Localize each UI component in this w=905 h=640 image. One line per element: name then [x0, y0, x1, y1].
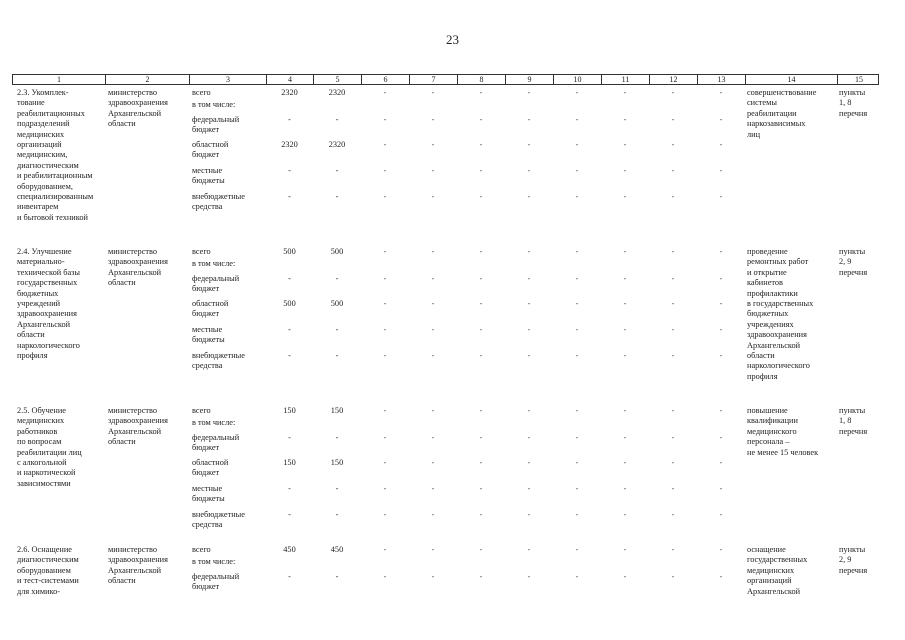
empty-value-dash: -: [575, 299, 579, 308]
amount-year: -: [335, 572, 339, 581]
column-header: 3: [190, 75, 267, 84]
empty-value-dash: -: [719, 88, 723, 97]
empty-value-dash: -: [383, 166, 387, 175]
empty-value-dash: -: [623, 299, 627, 308]
empty-value-dash: -: [623, 406, 627, 415]
table-header-row: [12, 74, 879, 85]
column-header: 12: [650, 75, 698, 84]
empty-value-dash: -: [527, 351, 531, 360]
empty-value-dash: -: [575, 545, 579, 554]
empty-value-dash: -: [527, 510, 531, 519]
executor: министерство здравоохранения Архангельской области: [108, 88, 168, 129]
empty-value-dash: -: [383, 299, 387, 308]
empty-value-dash: -: [671, 406, 675, 415]
column-header: 7: [410, 75, 458, 84]
amount-total: 150: [283, 406, 296, 415]
empty-value-dash: -: [623, 510, 627, 519]
empty-value-dash: -: [431, 510, 435, 519]
empty-value-dash: -: [575, 115, 579, 124]
empty-value-dash: -: [431, 325, 435, 334]
amount-year: -: [335, 274, 339, 283]
empty-value-dash: -: [479, 140, 483, 149]
empty-value-dash: -: [719, 166, 723, 175]
empty-value-dash: -: [671, 274, 675, 283]
column-header: 10: [554, 75, 602, 84]
empty-value-dash: -: [623, 115, 627, 124]
executor: министерство здравоохранения Архангельской области: [108, 406, 168, 447]
empty-value-dash: -: [383, 274, 387, 283]
empty-value-dash: -: [383, 510, 387, 519]
empty-value-dash: -: [575, 88, 579, 97]
empty-value-dash: -: [719, 545, 723, 554]
empty-value-dash: -: [719, 115, 723, 124]
activity-name: 2.5. Обучение медицинских работников по вопросам реабилитации лиц с алкогольной и наркотической зависимостями: [17, 406, 82, 488]
empty-value-dash: -: [527, 545, 531, 554]
empty-value-dash: -: [479, 325, 483, 334]
empty-value-dash: -: [527, 192, 531, 201]
empty-value-dash: -: [383, 406, 387, 415]
amount-total: -: [288, 115, 291, 124]
empty-value-dash: -: [623, 140, 627, 149]
empty-value-dash: -: [383, 88, 387, 97]
empty-value-dash: -: [671, 458, 675, 467]
amount-total: -: [288, 192, 291, 201]
column-header: 9: [506, 75, 554, 84]
empty-value-dash: -: [527, 140, 531, 149]
amount-total: 2320: [281, 140, 298, 149]
empty-value-dash: -: [623, 247, 627, 256]
empty-value-dash: -: [527, 484, 531, 493]
funding-source-label: федеральный бюджет: [192, 572, 240, 592]
amount-total: 2320: [281, 88, 298, 97]
empty-value-dash: -: [623, 274, 627, 283]
empty-value-dash: -: [383, 458, 387, 467]
funding-source-label: федеральный бюджет: [192, 115, 240, 135]
expected-result: повышение квалификации медицинского персонала – не менее 15 человек: [747, 406, 819, 457]
amount-total: 500: [283, 247, 296, 256]
empty-value-dash: -: [479, 458, 483, 467]
amount-total: -: [288, 325, 291, 334]
amount-year: 2320: [328, 140, 346, 149]
empty-value-dash: -: [527, 325, 531, 334]
empty-value-dash: -: [623, 433, 627, 442]
empty-value-dash: -: [527, 274, 531, 283]
empty-value-dash: -: [719, 458, 723, 467]
empty-value-dash: -: [479, 115, 483, 124]
empty-value-dash: -: [623, 572, 627, 581]
empty-value-dash: -: [671, 115, 675, 124]
empty-value-dash: -: [575, 274, 579, 283]
empty-value-dash: -: [575, 406, 579, 415]
empty-value-dash: -: [431, 140, 435, 149]
activity-name: 2.3. Укомплек- тование реабилитационных подразделений медицинских организаций медицинским, диагностическим и реабилитационным оборудованием, специализированным инвентарем и бытовой техникой: [17, 88, 94, 222]
empty-value-dash: -: [383, 572, 387, 581]
empty-value-dash: -: [479, 572, 483, 581]
empty-value-dash: -: [431, 545, 435, 554]
empty-value-dash: -: [479, 484, 483, 493]
empty-value-dash: -: [527, 166, 531, 175]
empty-value-dash: -: [383, 545, 387, 554]
funding-source-label: местные бюджеты: [192, 166, 225, 186]
empty-value-dash: -: [575, 325, 579, 334]
empty-value-dash: -: [623, 545, 627, 554]
amount-year: -: [335, 192, 339, 201]
amount-total: -: [288, 166, 291, 175]
empty-value-dash: -: [431, 406, 435, 415]
expected-result: оснащение государственных медицинских организаций Архангельской: [747, 545, 808, 596]
reference: пункты 2, 9 перечня: [839, 247, 868, 277]
expected-result: совершенствование системы реабилитации наркозависимых лиц: [747, 88, 817, 139]
empty-value-dash: -: [719, 484, 723, 493]
amount-total: -: [288, 351, 291, 360]
empty-value-dash: -: [575, 351, 579, 360]
empty-value-dash: -: [431, 247, 435, 256]
empty-value-dash: -: [719, 192, 723, 201]
empty-value-dash: -: [383, 484, 387, 493]
empty-value-dash: -: [623, 192, 627, 201]
funding-source-label: всего: [192, 247, 211, 256]
amount-year: 500: [330, 247, 344, 256]
empty-value-dash: -: [719, 325, 723, 334]
empty-value-dash: -: [431, 192, 435, 201]
amount-year: -: [335, 166, 339, 175]
empty-value-dash: -: [383, 325, 387, 334]
amount-total: -: [288, 484, 291, 493]
empty-value-dash: -: [623, 166, 627, 175]
empty-value-dash: -: [719, 433, 723, 442]
empty-value-dash: -: [719, 299, 723, 308]
empty-value-dash: -: [623, 325, 627, 334]
funding-source-label: внебюджетные средства: [192, 351, 245, 371]
empty-value-dash: -: [479, 510, 483, 519]
empty-value-dash: -: [575, 433, 579, 442]
column-header: 15: [855, 75, 863, 84]
empty-value-dash: -: [431, 166, 435, 175]
funding-source-label: внебюджетные средства: [192, 192, 245, 212]
amount-year: 450: [330, 545, 344, 554]
empty-value-dash: -: [575, 166, 579, 175]
empty-value-dash: -: [575, 247, 579, 256]
empty-value-dash: -: [383, 433, 387, 442]
empty-value-dash: -: [431, 572, 435, 581]
empty-value-dash: -: [623, 88, 627, 97]
expected-result: проведение ремонтных работ и открытие кабинетов профилактики в государственных бюджетных учреждениях здравоохранения Архангельской области наркологического профиля: [747, 247, 814, 381]
amount-year: -: [335, 325, 339, 334]
amount-total: -: [288, 572, 291, 581]
empty-value-dash: -: [671, 166, 675, 175]
empty-value-dash: -: [479, 299, 483, 308]
funding-source-label: в том числе:: [192, 100, 236, 109]
funding-source-label: внебюджетные средства: [192, 510, 245, 530]
amount-year: -: [335, 351, 339, 360]
column-header: 2: [106, 75, 190, 84]
empty-value-dash: -: [431, 115, 435, 124]
funding-source-label: всего: [192, 88, 211, 97]
column-header: 6: [362, 75, 410, 84]
empty-value-dash: -: [431, 351, 435, 360]
funding-source-label: федеральный бюджет: [192, 274, 240, 294]
empty-value-dash: -: [671, 140, 675, 149]
empty-value-dash: -: [383, 115, 387, 124]
funding-source-label: в том числе:: [192, 557, 236, 566]
empty-value-dash: -: [671, 325, 675, 334]
empty-value-dash: -: [431, 299, 435, 308]
empty-value-dash: -: [671, 572, 675, 581]
funding-source-label: областной бюджет: [192, 299, 229, 319]
amount-total: 450: [283, 545, 296, 554]
empty-value-dash: -: [575, 484, 579, 493]
empty-value-dash: -: [479, 351, 483, 360]
empty-value-dash: -: [575, 510, 579, 519]
funding-source-label: областной бюджет: [192, 458, 229, 478]
funding-source-label: в том числе:: [192, 259, 236, 268]
empty-value-dash: -: [479, 545, 483, 554]
empty-value-dash: -: [479, 88, 483, 97]
empty-value-dash: -: [479, 433, 483, 442]
empty-value-dash: -: [527, 572, 531, 581]
empty-value-dash: -: [527, 88, 531, 97]
empty-value-dash: -: [479, 247, 483, 256]
empty-value-dash: -: [719, 140, 723, 149]
empty-value-dash: -: [527, 458, 531, 467]
empty-value-dash: -: [431, 274, 435, 283]
executor: министерство здравоохранения Архангельской области: [108, 545, 168, 586]
column-header: 4: [267, 75, 314, 84]
empty-value-dash: -: [671, 484, 675, 493]
empty-value-dash: -: [527, 299, 531, 308]
amount-year: 500: [330, 299, 344, 308]
funding-source-label: областной бюджет: [192, 140, 229, 160]
empty-value-dash: -: [479, 192, 483, 201]
empty-value-dash: -: [383, 192, 387, 201]
empty-value-dash: -: [671, 545, 675, 554]
empty-value-dash: -: [383, 140, 387, 149]
funding-source-label: местные бюджеты: [192, 484, 225, 504]
amount-year: -: [335, 510, 339, 519]
empty-value-dash: -: [527, 247, 531, 256]
amount-year: -: [335, 484, 339, 493]
empty-value-dash: -: [479, 406, 483, 415]
page-number: 23: [446, 32, 459, 47]
column-header: 8: [458, 75, 506, 84]
empty-value-dash: -: [575, 572, 579, 581]
column-header: 5: [314, 75, 362, 84]
empty-value-dash: -: [719, 274, 723, 283]
empty-value-dash: -: [671, 247, 675, 256]
column-header: 13: [698, 75, 746, 84]
empty-value-dash: -: [671, 433, 675, 442]
amount-year: -: [335, 433, 339, 442]
empty-value-dash: -: [431, 88, 435, 97]
empty-value-dash: -: [479, 274, 483, 283]
empty-value-dash: -: [431, 433, 435, 442]
empty-value-dash: -: [575, 140, 579, 149]
amount-total: 500: [283, 299, 296, 308]
empty-value-dash: -: [671, 351, 675, 360]
reference: пункты 1, 8 перечня: [839, 406, 868, 436]
empty-value-dash: -: [719, 572, 723, 581]
reference: пункты 1, 8 перечня: [839, 88, 868, 118]
column-header: 14: [746, 75, 838, 84]
executor: министерство здравоохранения Архангельской области: [108, 247, 168, 288]
empty-value-dash: -: [671, 88, 675, 97]
empty-value-dash: -: [527, 115, 531, 124]
empty-value-dash: -: [575, 458, 579, 467]
column-header: 11: [602, 75, 650, 84]
empty-value-dash: -: [719, 351, 723, 360]
amount-total: 150: [283, 458, 296, 467]
empty-value-dash: -: [623, 458, 627, 467]
empty-value-dash: -: [527, 406, 531, 415]
funding-source-label: всего: [192, 545, 211, 554]
empty-value-dash: -: [671, 510, 675, 519]
empty-value-dash: -: [719, 510, 723, 519]
funding-source-label: федеральный бюджет: [192, 433, 240, 453]
funding-source-label: местные бюджеты: [192, 325, 225, 345]
funding-source-label: в том числе:: [192, 418, 236, 427]
amount-total: -: [288, 433, 291, 442]
empty-value-dash: -: [479, 166, 483, 175]
empty-value-dash: -: [383, 351, 387, 360]
funding-source-label: всего: [192, 406, 211, 415]
activity-name: 2.4. Улучшение материально- технической базы государственных бюджетных учреждений здравоохранения Архангельской области наркологического профиля: [17, 247, 81, 361]
amount-year: 2320: [328, 88, 346, 97]
empty-value-dash: -: [671, 299, 675, 308]
empty-value-dash: -: [719, 406, 723, 415]
amount-year: 150: [330, 458, 344, 467]
amount-total: -: [288, 510, 291, 519]
empty-value-dash: -: [719, 247, 723, 256]
amount-total: -: [288, 274, 291, 283]
reference: пункты 2, 9 перечня: [839, 545, 868, 575]
amount-year: 150: [330, 406, 344, 415]
empty-value-dash: -: [575, 192, 579, 201]
column-header: 1: [13, 75, 106, 84]
empty-value-dash: -: [431, 484, 435, 493]
empty-value-dash: -: [383, 247, 387, 256]
empty-value-dash: -: [671, 192, 675, 201]
amount-year: -: [335, 115, 339, 124]
empty-value-dash: -: [527, 433, 531, 442]
empty-value-dash: -: [431, 458, 435, 467]
empty-value-dash: -: [623, 484, 627, 493]
activity-name: 2.6. Оснащение диагностическим оборудованием и тест-системами для химико-: [17, 545, 79, 596]
empty-value-dash: -: [623, 351, 627, 360]
